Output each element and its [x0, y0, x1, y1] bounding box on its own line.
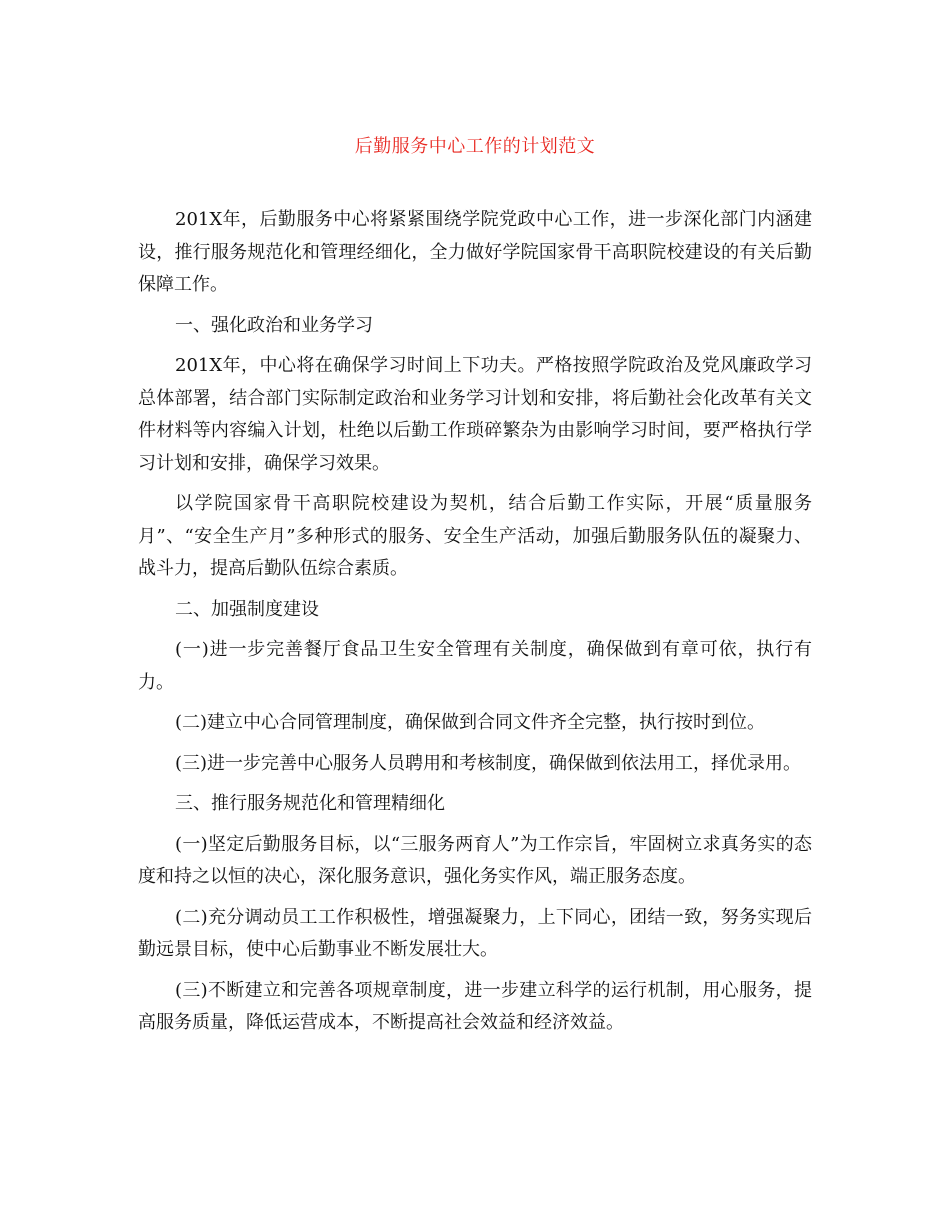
section-heading-2: 二、加强制度建设 [175, 598, 319, 620]
section-heading-1: 一、强化政治和业务学习 [175, 314, 373, 336]
document-body [138, 204, 812, 1048]
section-heading-3: 三、推行服务规范化和管理精细化 [175, 793, 445, 814]
section-2-item-1: (一)进一步完善餐厅食品卫生安全管理有关制度，确保做到有章可依，执行有力。 [138, 639, 812, 693]
document-title: 后勤服务中心工作的计划范文 [354, 136, 596, 157]
intro-paragraph: 201X年，后勤服务中心将紧紧围绕学院党政中心工作，进一步深化部门内涵建设，推行服务规范化和管理经细化，全力做好学院国家骨干高职院校建设的有关后勤保障工作。 [138, 209, 812, 295]
section-3-item-1: (一)坚定后勤服务目标，以“三服务两育人”为工作宗旨，牢固树立求真务实的态度和持之以恒的决心，深化服务意识，强化务实作风，端正服务态度。 [138, 833, 812, 887]
section-2-item-2: (二)建立中心合同管理制度，确保做到合同文件齐全完整，执行按时到位。 [175, 712, 766, 733]
section-3-item-2: (二)充分调动员工工作积极性，增强凝聚力，上下同心，团结一致，努务实现后勤远景目标，使中心后勤事业不断发展壮大。 [138, 906, 812, 960]
section-3-item-3: (三)不断建立和完善各项规章制度，进一步建立科学的运行机制，用心服务，提高服务质量，降低运营成本，不断提高社会效益和经济效益。 [138, 979, 812, 1033]
section-1-paragraph-1: 201X年，中心将在确保学习时间上下功夫。严格按照学院政治及党风廉政学习总体部署，结合部门实际制定政治和业务学习计划和安排，将后勤社会化改革有关文件材料等内容编入计划，杜绝以后勤工作琐碎繁杂为由影响学习时间，要严格执行学习计划和安排，确保学习效果。 [138, 355, 812, 474]
section-2-item-3: (三)进一步完善中心服务人员聘用和考核制度，确保做到依法用工，择优录用。 [175, 752, 802, 774]
section-1-paragraph-2: 以学院国家骨干高职院校建设为契机，结合后勤工作实际，开展“质量服务月”、“安全生产月”多种形式的服务、安全生产活动，加强后勤服务队伍的凝聚力、战斗力，提高后勤队伍综合素质。 [138, 493, 812, 579]
